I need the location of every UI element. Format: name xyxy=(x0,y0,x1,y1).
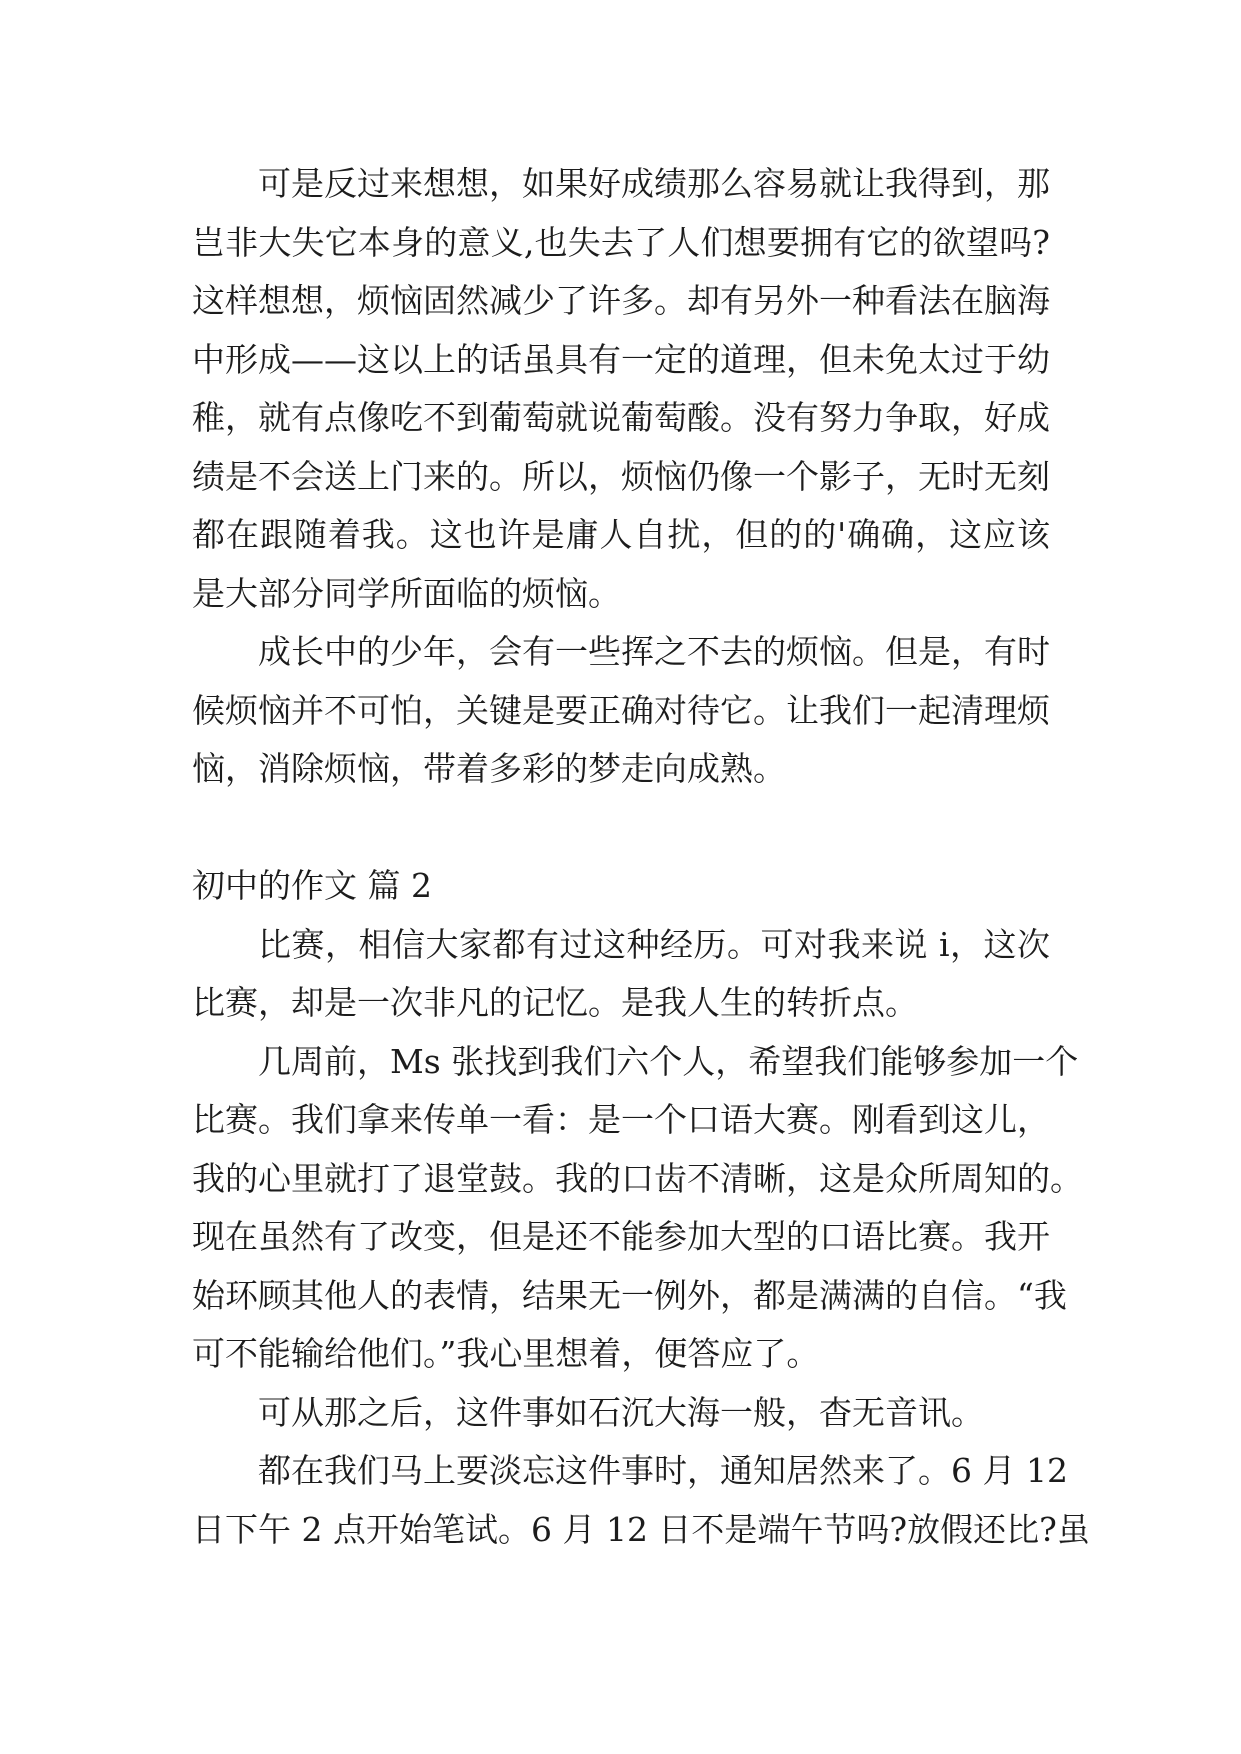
paragraph-line: 比赛。我们拿来传单一看：是一个口语大赛。刚看到这儿， xyxy=(192,1100,1050,1139)
paragraph-line: 中形成——这以上的话虽具有一定的道理，但未免太过于幼 xyxy=(192,339,1050,379)
paragraph-line: 可不能输给他们。”我心里想着，便答应了。 xyxy=(192,1334,820,1373)
paragraph-line: 始环顾其他人的表情，结果无一例外，都是满满的自信。“我 xyxy=(192,1275,1067,1315)
paragraph xyxy=(192,155,1050,623)
section-heading: 初中的作文 篇 2 xyxy=(192,866,432,905)
paragraph xyxy=(192,1442,1090,1559)
paragraph-line: 绩是不会送上门来的。所以，烦恼仍像一个影子，无时无刻 xyxy=(192,456,1050,496)
essay-section-1 xyxy=(192,155,1050,799)
paragraph xyxy=(192,916,1050,1033)
paragraph xyxy=(192,623,1050,799)
paragraph-line: 稚，就有点像吃不到葡萄就说葡萄酸。没有努力争取，好成 xyxy=(192,398,1050,437)
paragraph-line: 这样想想，烦恼固然减少了许多。却有另外一种看法在脑海 xyxy=(192,281,1050,320)
paragraph-line: 日下午 2 点开始笔试。6 月 12 日不是端午节吗?放假还比?虽 xyxy=(192,1509,1090,1549)
paragraph xyxy=(192,1384,1050,1443)
paragraph-line: 候烦恼并不可怕，关键是要正确对待它。让我们一起清理烦 xyxy=(192,690,1050,730)
paragraph-line: 可是反过来想想，如果好成绩那么容易就让我得到，那 xyxy=(258,164,1050,203)
paragraph-line: 恼，消除烦恼，带着多彩的梦走向成熟。 xyxy=(192,749,786,788)
paragraph-line: 成长中的少年，会有一些挥之不去的烦恼。但是，有时 xyxy=(258,632,1050,671)
paragraph-line: 是大部分同学所面临的烦恼。 xyxy=(192,573,621,613)
paragraph-line: 都在跟随着我。这也许是庸人自扰，但的的'确确，这应该 xyxy=(192,515,1050,554)
paragraph-line: 我的心里就打了退堂鼓。我的口齿不清晰，这是众所周知的。 xyxy=(192,1158,1083,1198)
paragraph-line: 可从那之后，这件事如石沉大海一般，杳无音讯。 xyxy=(258,1392,984,1432)
paragraph-line: 现在虽然有了改变，但是还不能参加大型的口语比赛。我开 xyxy=(192,1217,1050,1256)
document-page xyxy=(192,155,1090,1559)
paragraph-line: 比赛，却是一次非凡的记忆。是我人生的转折点。 xyxy=(192,983,918,1022)
paragraph xyxy=(192,1033,1083,1384)
paragraph-line: 岂非大失它本身的意义,也失去了人们想要拥有它的欲望吗? xyxy=(192,222,1050,262)
paragraph-line: 比赛，相信大家都有过这种经历。可对我来说 i，这次 xyxy=(258,924,1050,964)
paragraph-line: 都在我们马上要淡忘这件事时，通知居然来了。6 月 12 xyxy=(258,1451,1068,1490)
essay-section-2 xyxy=(192,857,1090,1559)
paragraph-line: 几周前，Ms 张找到我们六个人，希望我们能够参加一个 xyxy=(258,1041,1079,1081)
